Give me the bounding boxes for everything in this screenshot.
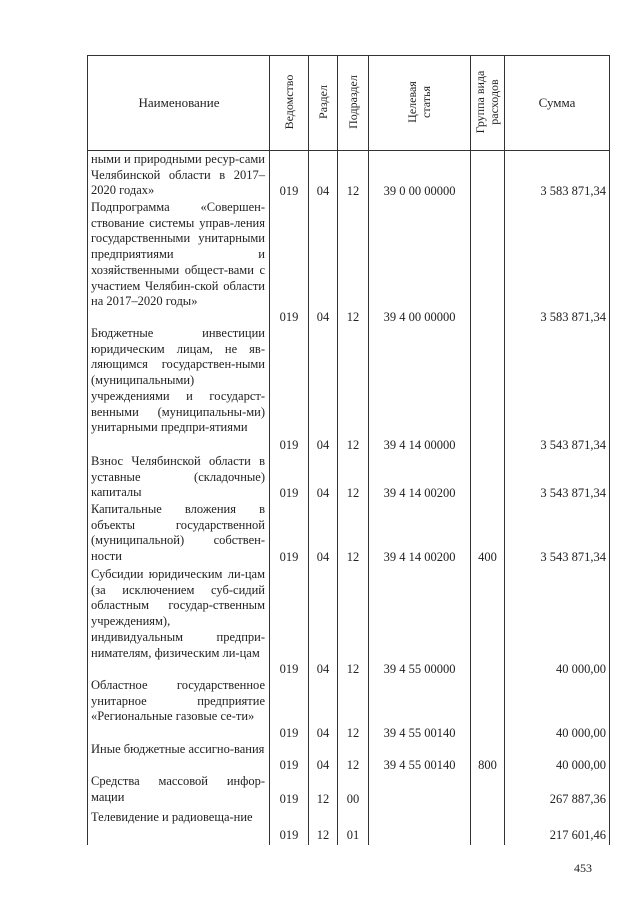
row-name: Областное государственное унитарное предприятие «Региональные газовые се-ти» (91, 678, 265, 724)
row-name: Взнос Челябинской области в уставные (складочные) капиталы (91, 454, 265, 500)
row-pod: 12 (346, 726, 360, 740)
header-podrazdel: Подраздел (346, 75, 360, 129)
row-grp: 800 (478, 758, 497, 772)
row-cel: 39 4 55 00140 (383, 726, 456, 740)
row-name: Средства массовой инфор-мации (91, 774, 265, 804)
header-gruppa: Группа вида расходов (473, 70, 501, 134)
row-sum: 3 543 871,34 (540, 438, 606, 452)
row-cel: 39 4 55 00000 (383, 662, 456, 676)
page-number: 453 (574, 861, 592, 875)
row-cel: 39 4 00 00000 (383, 310, 456, 324)
row-ved: 019 (279, 726, 299, 740)
row-name: Капитальные вложения в объекты государственной (муниципальной) собствен-ности (91, 502, 265, 564)
col-border-right (609, 55, 610, 845)
header-celevaya: Целевая статья (405, 81, 433, 123)
row-raz: 04 (316, 550, 330, 564)
row-pod: 12 (346, 310, 360, 324)
header-vedomstvo: Ведомство (282, 74, 296, 130)
row-sum: 3 543 871,34 (540, 486, 606, 500)
row-sum: 3 543 871,34 (540, 550, 606, 564)
row-raz: 04 (316, 184, 330, 198)
row-cel: 39 4 14 00000 (383, 438, 456, 452)
row-cel: 39 4 14 00200 (383, 486, 456, 500)
row-name: Бюджетные инвестиции юридическим лицам, не яв-ляющимся государствен-ными (муниципальными) учреждениями и государст-венными (муниципальны-ми) унитарными предпри-ятиями (91, 326, 265, 435)
row-pod: 12 (346, 438, 360, 452)
col-border-left (87, 55, 88, 845)
row-pod: 12 (346, 758, 360, 772)
row-name: Телевидение и радиовеща-ние (91, 810, 253, 824)
row-ved: 019 (279, 662, 299, 676)
row-sum: 3 583 871,34 (540, 310, 606, 324)
row-pod: 12 (346, 662, 360, 676)
row-name: Подпрограмма «Совершен-ствование системы управ-ления государственными унитарными предприятиями и хозяйственными общест-вами с участием Челябин-ской области на 2017–2020 годы» (91, 200, 265, 309)
row-cel: 39 0 00 00000 (383, 184, 456, 198)
row-sum: 40 000,00 (556, 758, 606, 772)
row-raz: 04 (316, 726, 330, 740)
row-raz: 12 (316, 792, 330, 806)
row-ved: 019 (279, 310, 299, 324)
row-pod: 12 (346, 486, 360, 500)
row-grp: 400 (478, 550, 497, 564)
row-ved: 019 (279, 792, 299, 806)
row-pod: 01 (346, 828, 360, 842)
row-sum: 3 583 871,34 (540, 184, 606, 198)
row-name: Иные бюджетные ассигно-вания (91, 742, 265, 756)
row-raz: 04 (316, 758, 330, 772)
row-sum: 267 887,36 (549, 792, 606, 806)
row-pod: 12 (346, 184, 360, 198)
row-sum: 40 000,00 (556, 662, 606, 676)
row-ved: 019 (279, 550, 299, 564)
row-raz: 04 (316, 486, 330, 500)
col-border-grp (470, 55, 471, 845)
row-ved: 019 (279, 438, 299, 452)
header-summa: Сумма (538, 94, 576, 110)
row-raz: 04 (316, 438, 330, 452)
row-ved: 019 (279, 758, 299, 772)
header-name: Наименование (138, 94, 220, 110)
row-cel: 39 4 55 00140 (383, 758, 456, 772)
row-raz: 04 (316, 310, 330, 324)
row-cel: 39 4 14 00200 (383, 550, 456, 564)
row-ved: 019 (279, 828, 299, 842)
row-sum: 40 000,00 (556, 726, 606, 740)
row-ved: 019 (279, 486, 299, 500)
row-pod: 00 (346, 792, 360, 806)
row-sum: 217 601,46 (549, 828, 606, 842)
row-name: Субсидии юридическим ли-цам (за исключением суб-сидий областным государ-ственным учреждениям), индивидуальным предпри-нимателям, физическим ли-цам (91, 567, 265, 660)
header-razdel: Раздел (316, 85, 330, 119)
row-raz: 12 (316, 828, 330, 842)
header-bottom-border (87, 150, 610, 151)
row-name: ными и природными ресур-сами Челябинской области в 2017–2020 годах» (91, 152, 265, 198)
row-pod: 12 (346, 550, 360, 564)
row-ved: 019 (279, 184, 299, 198)
row-raz: 04 (316, 662, 330, 676)
